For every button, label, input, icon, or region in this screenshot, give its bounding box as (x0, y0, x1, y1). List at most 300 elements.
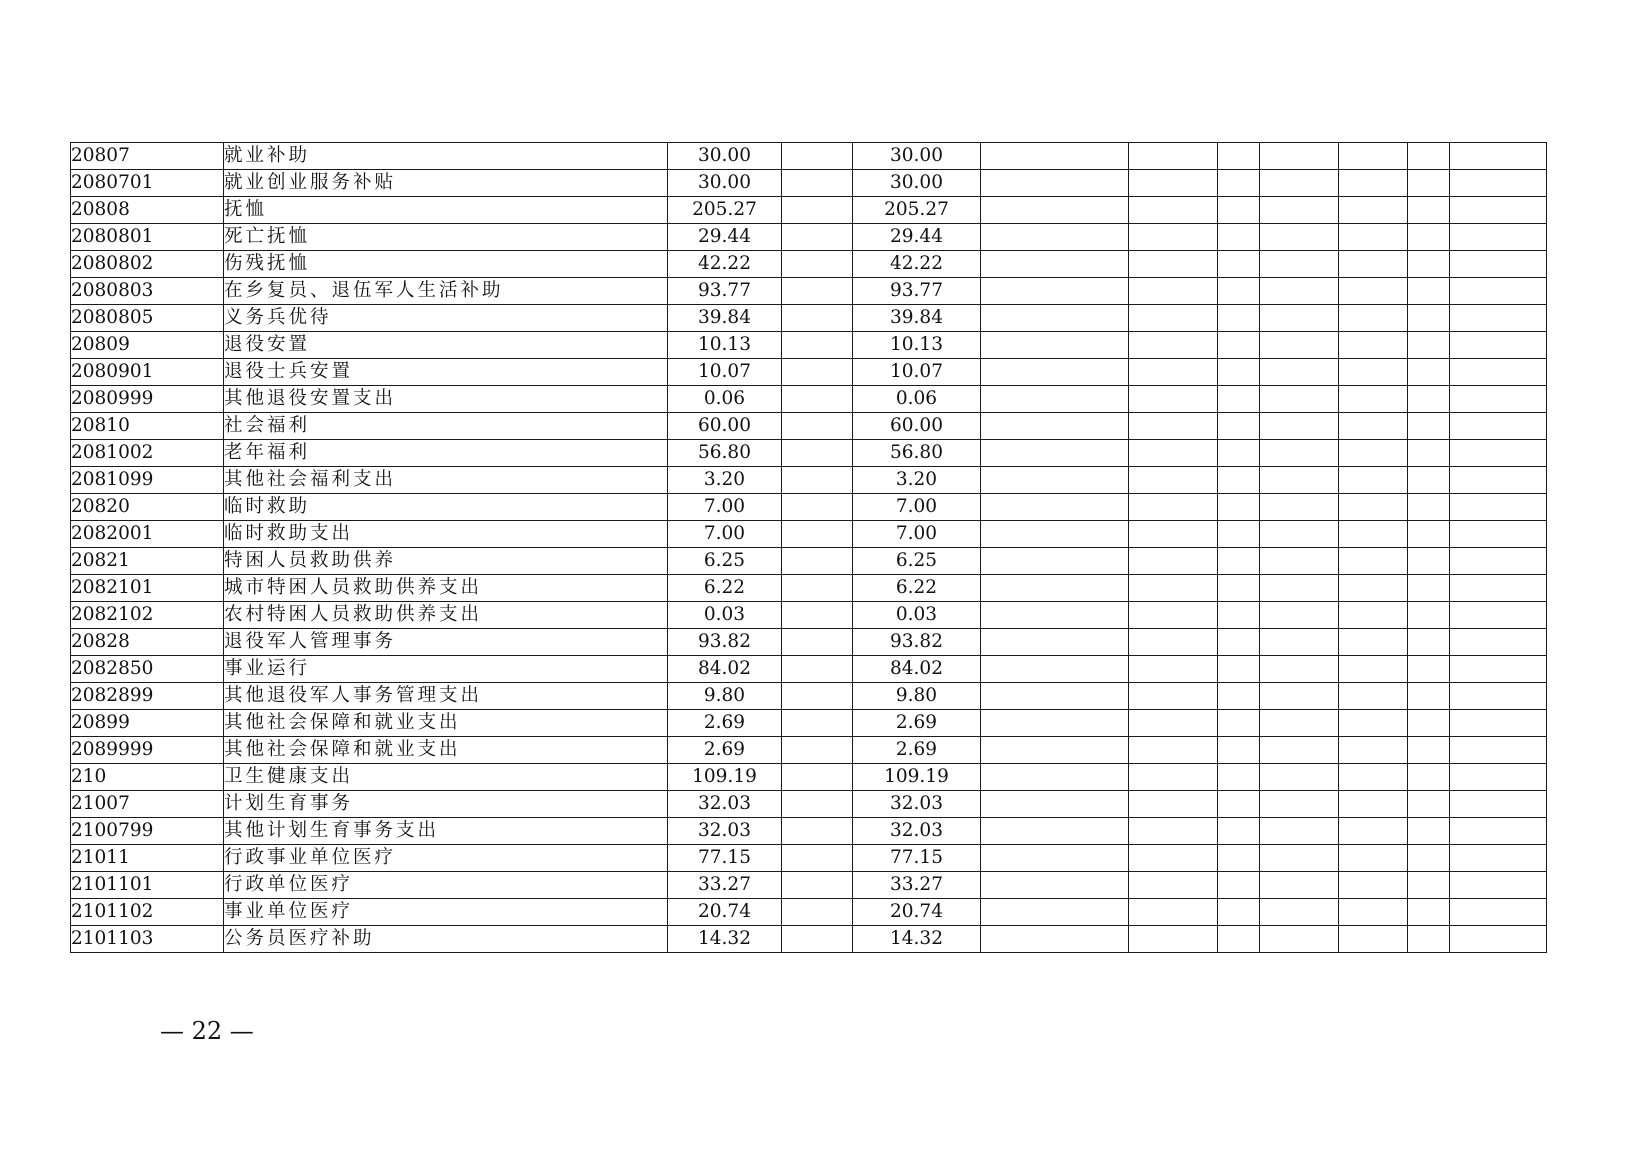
empty-cell (1408, 737, 1450, 764)
empty-cell (1260, 872, 1339, 899)
empty-cell (1450, 845, 1547, 872)
empty-cell (1450, 683, 1547, 710)
subject-code-cell: 2081002 (71, 440, 224, 467)
empty-cell (782, 305, 853, 332)
empty-cell (1408, 143, 1450, 170)
empty-cell (1408, 332, 1450, 359)
basic-expense-cell: 2.69 (853, 710, 981, 737)
empty-cell (1218, 791, 1260, 818)
empty-cell (1339, 629, 1408, 656)
subject-name-cell: 其他退役安置支出 (224, 386, 668, 413)
empty-cell (1260, 683, 1339, 710)
empty-cell (1450, 737, 1547, 764)
subject-name-cell: 义务兵优待 (224, 305, 668, 332)
empty-cell (1408, 899, 1450, 926)
table-row (71, 143, 1547, 170)
empty-cell (1450, 629, 1547, 656)
table-row (71, 170, 1547, 197)
subject-code-cell: 20810 (71, 413, 224, 440)
empty-cell (1129, 629, 1218, 656)
subject-code-cell: 21007 (71, 791, 224, 818)
empty-cell (1408, 521, 1450, 548)
empty-cell (1260, 332, 1339, 359)
total-amount-cell: 6.25 (668, 548, 782, 575)
empty-cell (1339, 845, 1408, 872)
empty-cell (1218, 197, 1260, 224)
empty-cell (1450, 332, 1547, 359)
total-amount-cell: 6.22 (668, 575, 782, 602)
empty-cell (782, 170, 853, 197)
basic-expense-cell: 10.07 (853, 359, 981, 386)
empty-cell (1450, 791, 1547, 818)
basic-expense-cell: 32.03 (853, 818, 981, 845)
empty-cell (782, 143, 853, 170)
empty-cell (1408, 872, 1450, 899)
total-amount-cell: 32.03 (668, 818, 782, 845)
empty-cell (782, 683, 853, 710)
total-amount-cell: 93.82 (668, 629, 782, 656)
empty-cell (1260, 305, 1339, 332)
basic-expense-cell: 33.27 (853, 872, 981, 899)
basic-expense-cell: 84.02 (853, 656, 981, 683)
subject-name-cell: 临时救助支出 (224, 521, 668, 548)
empty-cell (1129, 602, 1218, 629)
table-row (71, 575, 1547, 602)
empty-cell (1450, 548, 1547, 575)
empty-cell (981, 440, 1129, 467)
table-row (71, 737, 1547, 764)
basic-expense-cell: 93.77 (853, 278, 981, 305)
empty-cell (981, 386, 1129, 413)
empty-cell (1218, 899, 1260, 926)
empty-cell (1218, 710, 1260, 737)
empty-cell (1260, 818, 1339, 845)
subject-code-cell: 2089999 (71, 737, 224, 764)
table-row (71, 494, 1547, 521)
subject-code-cell: 2080901 (71, 359, 224, 386)
empty-cell (1260, 575, 1339, 602)
empty-cell (1339, 818, 1408, 845)
empty-cell (1129, 683, 1218, 710)
empty-cell (981, 764, 1129, 791)
subject-name-cell: 其他退役军人事务管理支出 (224, 683, 668, 710)
empty-cell (1129, 872, 1218, 899)
empty-cell (1450, 251, 1547, 278)
table-row (71, 251, 1547, 278)
subject-code-cell: 2082101 (71, 575, 224, 602)
empty-cell (1408, 359, 1450, 386)
table-row (71, 899, 1547, 926)
empty-cell (1260, 278, 1339, 305)
empty-cell (981, 224, 1129, 251)
table-row (71, 467, 1547, 494)
total-amount-cell: 30.00 (668, 170, 782, 197)
empty-cell (1218, 818, 1260, 845)
empty-cell (1408, 575, 1450, 602)
empty-cell (1129, 899, 1218, 926)
subject-name-cell: 行政单位医疗 (224, 872, 668, 899)
subject-name-cell: 卫生健康支出 (224, 764, 668, 791)
empty-cell (782, 386, 853, 413)
basic-expense-cell: 2.69 (853, 737, 981, 764)
empty-cell (1129, 197, 1218, 224)
empty-cell (1260, 764, 1339, 791)
total-amount-cell: 56.80 (668, 440, 782, 467)
subject-name-cell: 退役士兵安置 (224, 359, 668, 386)
empty-cell (1260, 170, 1339, 197)
empty-cell (981, 683, 1129, 710)
empty-cell (1218, 413, 1260, 440)
subject-name-cell: 退役军人管理事务 (224, 629, 668, 656)
empty-cell (782, 845, 853, 872)
empty-cell (1218, 494, 1260, 521)
empty-cell (1260, 737, 1339, 764)
table-row (71, 710, 1547, 737)
empty-cell (1218, 224, 1260, 251)
empty-cell (1129, 440, 1218, 467)
empty-cell (782, 332, 853, 359)
table-row (71, 656, 1547, 683)
empty-cell (1218, 332, 1260, 359)
empty-cell (981, 818, 1129, 845)
empty-cell (1408, 467, 1450, 494)
basic-expense-cell: 6.25 (853, 548, 981, 575)
empty-cell (1218, 440, 1260, 467)
table-row (71, 224, 1547, 251)
table-row (71, 845, 1547, 872)
empty-cell (782, 251, 853, 278)
empty-cell (1339, 683, 1408, 710)
empty-cell (1129, 359, 1218, 386)
empty-cell (1129, 413, 1218, 440)
empty-cell (981, 332, 1129, 359)
subject-code-cell: 2080801 (71, 224, 224, 251)
empty-cell (981, 926, 1129, 953)
empty-cell (1129, 251, 1218, 278)
empty-cell (1450, 521, 1547, 548)
subject-code-cell: 210 (71, 764, 224, 791)
empty-cell (1450, 764, 1547, 791)
empty-cell (1260, 224, 1339, 251)
empty-cell (782, 197, 853, 224)
table-row (71, 305, 1547, 332)
empty-cell (1339, 197, 1408, 224)
table-row (71, 359, 1547, 386)
subject-code-cell: 2080999 (71, 386, 224, 413)
basic-expense-cell: 39.84 (853, 305, 981, 332)
empty-cell (1408, 818, 1450, 845)
basic-expense-cell: 30.00 (853, 143, 981, 170)
total-amount-cell: 3.20 (668, 467, 782, 494)
total-amount-cell: 20.74 (668, 899, 782, 926)
empty-cell (1129, 278, 1218, 305)
empty-cell (981, 791, 1129, 818)
empty-cell (1260, 899, 1339, 926)
empty-cell (1218, 278, 1260, 305)
empty-cell (981, 305, 1129, 332)
empty-cell (1339, 926, 1408, 953)
empty-cell (981, 710, 1129, 737)
empty-cell (981, 872, 1129, 899)
page-number: — 22 — (160, 1017, 254, 1045)
total-amount-cell: 2.69 (668, 737, 782, 764)
table-row (71, 332, 1547, 359)
subject-code-cell: 20820 (71, 494, 224, 521)
empty-cell (1408, 251, 1450, 278)
empty-cell (1408, 548, 1450, 575)
empty-cell (1260, 440, 1339, 467)
total-amount-cell: 9.80 (668, 683, 782, 710)
empty-cell (1260, 656, 1339, 683)
empty-cell (1450, 467, 1547, 494)
empty-cell (981, 602, 1129, 629)
total-amount-cell: 7.00 (668, 494, 782, 521)
table-row (71, 278, 1547, 305)
subject-name-cell: 农村特困人员救助供养支出 (224, 602, 668, 629)
subject-code-cell: 20808 (71, 197, 224, 224)
empty-cell (1450, 305, 1547, 332)
empty-cell (1339, 170, 1408, 197)
empty-cell (1129, 386, 1218, 413)
empty-cell (782, 656, 853, 683)
empty-cell (1218, 521, 1260, 548)
total-amount-cell: 109.19 (668, 764, 782, 791)
empty-cell (1260, 710, 1339, 737)
empty-cell (782, 737, 853, 764)
empty-cell (981, 629, 1129, 656)
empty-cell (1408, 386, 1450, 413)
total-amount-cell: 0.03 (668, 602, 782, 629)
empty-cell (1450, 278, 1547, 305)
subject-name-cell: 城市特困人员救助供养支出 (224, 575, 668, 602)
total-amount-cell: 93.77 (668, 278, 782, 305)
empty-cell (1129, 494, 1218, 521)
subject-name-cell: 临时救助 (224, 494, 668, 521)
empty-cell (981, 143, 1129, 170)
table-row (71, 602, 1547, 629)
table-row (71, 683, 1547, 710)
basic-expense-cell: 3.20 (853, 467, 981, 494)
empty-cell (1218, 872, 1260, 899)
subject-name-cell: 其他社会保障和就业支出 (224, 737, 668, 764)
empty-cell (1129, 332, 1218, 359)
subject-name-cell: 其他社会福利支出 (224, 467, 668, 494)
basic-expense-cell: 7.00 (853, 521, 981, 548)
subject-name-cell: 特困人员救助供养 (224, 548, 668, 575)
subject-code-cell: 20828 (71, 629, 224, 656)
subject-name-cell: 抚恤 (224, 197, 668, 224)
empty-cell (981, 575, 1129, 602)
empty-cell (782, 602, 853, 629)
empty-cell (1339, 899, 1408, 926)
empty-cell (1339, 656, 1408, 683)
total-amount-cell: 14.32 (668, 926, 782, 953)
empty-cell (1450, 818, 1547, 845)
table-row (71, 872, 1547, 899)
basic-expense-cell: 30.00 (853, 170, 981, 197)
basic-expense-cell: 109.19 (853, 764, 981, 791)
total-amount-cell: 60.00 (668, 413, 782, 440)
empty-cell (1218, 305, 1260, 332)
basic-expense-cell: 20.74 (853, 899, 981, 926)
subject-code-cell: 2081099 (71, 467, 224, 494)
empty-cell (782, 359, 853, 386)
empty-cell (1339, 251, 1408, 278)
subject-name-cell: 计划生育事务 (224, 791, 668, 818)
empty-cell (1450, 575, 1547, 602)
empty-cell (1339, 494, 1408, 521)
empty-cell (1339, 143, 1408, 170)
subject-code-cell: 20807 (71, 143, 224, 170)
basic-expense-cell: 10.13 (853, 332, 981, 359)
empty-cell (1218, 359, 1260, 386)
empty-cell (782, 278, 853, 305)
empty-cell (1450, 386, 1547, 413)
empty-cell (782, 440, 853, 467)
empty-cell (1129, 143, 1218, 170)
total-amount-cell: 30.00 (668, 143, 782, 170)
total-amount-cell: 10.13 (668, 332, 782, 359)
subject-code-cell: 2100799 (71, 818, 224, 845)
empty-cell (1260, 602, 1339, 629)
total-amount-cell: 77.15 (668, 845, 782, 872)
empty-cell (981, 656, 1129, 683)
empty-cell (1408, 494, 1450, 521)
empty-cell (1129, 224, 1218, 251)
empty-cell (1408, 440, 1450, 467)
empty-cell (1450, 359, 1547, 386)
empty-cell (1129, 521, 1218, 548)
total-amount-cell: 10.07 (668, 359, 782, 386)
empty-cell (1260, 386, 1339, 413)
empty-cell (1339, 791, 1408, 818)
empty-cell (1450, 197, 1547, 224)
empty-cell (782, 521, 853, 548)
basic-expense-cell: 60.00 (853, 413, 981, 440)
empty-cell (1450, 143, 1547, 170)
empty-cell (1260, 845, 1339, 872)
total-amount-cell: 2.69 (668, 710, 782, 737)
empty-cell (1129, 737, 1218, 764)
empty-cell (1408, 656, 1450, 683)
subject-name-cell: 社会福利 (224, 413, 668, 440)
table-row (71, 197, 1547, 224)
subject-code-cell: 2080802 (71, 251, 224, 278)
table-row (71, 440, 1547, 467)
empty-cell (1339, 872, 1408, 899)
empty-cell (981, 170, 1129, 197)
subject-code-cell: 2080701 (71, 170, 224, 197)
empty-cell (981, 737, 1129, 764)
empty-cell (1218, 170, 1260, 197)
empty-cell (1408, 764, 1450, 791)
empty-cell (1260, 143, 1339, 170)
empty-cell (1339, 440, 1408, 467)
subject-name-cell: 事业单位医疗 (224, 899, 668, 926)
subject-code-cell: 2082850 (71, 656, 224, 683)
empty-cell (981, 413, 1129, 440)
total-amount-cell: 29.44 (668, 224, 782, 251)
basic-expense-cell: 93.82 (853, 629, 981, 656)
empty-cell (1408, 791, 1450, 818)
table-row (71, 521, 1547, 548)
empty-cell (1260, 197, 1339, 224)
empty-cell (1129, 467, 1218, 494)
empty-cell (782, 926, 853, 953)
total-amount-cell: 33.27 (668, 872, 782, 899)
empty-cell (1218, 575, 1260, 602)
empty-cell (1408, 602, 1450, 629)
empty-cell (1260, 629, 1339, 656)
subject-name-cell: 事业运行 (224, 656, 668, 683)
empty-cell (1450, 710, 1547, 737)
subject-name-cell: 退役安置 (224, 332, 668, 359)
basic-expense-cell: 7.00 (853, 494, 981, 521)
empty-cell (1450, 602, 1547, 629)
empty-cell (1339, 710, 1408, 737)
basic-expense-cell: 32.03 (853, 791, 981, 818)
empty-cell (1408, 413, 1450, 440)
empty-cell (1339, 521, 1408, 548)
empty-cell (782, 791, 853, 818)
empty-cell (1450, 224, 1547, 251)
subject-name-cell: 就业创业服务补贴 (224, 170, 668, 197)
table-row (71, 791, 1547, 818)
empty-cell (981, 467, 1129, 494)
empty-cell (1218, 143, 1260, 170)
empty-cell (1260, 791, 1339, 818)
empty-cell (1129, 926, 1218, 953)
empty-cell (782, 629, 853, 656)
empty-cell (1260, 251, 1339, 278)
table-row (71, 926, 1547, 953)
empty-cell (1339, 305, 1408, 332)
empty-cell (1450, 413, 1547, 440)
subject-name-cell: 公务员医疗补助 (224, 926, 668, 953)
empty-cell (782, 818, 853, 845)
empty-cell (1408, 845, 1450, 872)
empty-cell (1129, 656, 1218, 683)
empty-cell (981, 359, 1129, 386)
subject-code-cell: 2080803 (71, 278, 224, 305)
empty-cell (782, 494, 853, 521)
total-amount-cell: 205.27 (668, 197, 782, 224)
total-amount-cell: 42.22 (668, 251, 782, 278)
basic-expense-cell: 0.06 (853, 386, 981, 413)
empty-cell (782, 764, 853, 791)
basic-expense-cell: 14.32 (853, 926, 981, 953)
empty-cell (1260, 521, 1339, 548)
subject-code-cell: 21011 (71, 845, 224, 872)
empty-cell (981, 494, 1129, 521)
subject-name-cell: 在乡复员、退伍军人生活补助 (224, 278, 668, 305)
empty-cell (1218, 737, 1260, 764)
basic-expense-cell: 56.80 (853, 440, 981, 467)
empty-cell (1260, 494, 1339, 521)
empty-cell (1218, 656, 1260, 683)
table-row (71, 413, 1547, 440)
basic-expense-cell: 9.80 (853, 683, 981, 710)
table-row (71, 818, 1547, 845)
subject-code-cell: 2082102 (71, 602, 224, 629)
empty-cell (1218, 602, 1260, 629)
basic-expense-cell: 205.27 (853, 197, 981, 224)
empty-cell (1129, 791, 1218, 818)
empty-cell (1339, 764, 1408, 791)
empty-cell (1218, 386, 1260, 413)
empty-cell (1129, 305, 1218, 332)
empty-cell (1408, 629, 1450, 656)
